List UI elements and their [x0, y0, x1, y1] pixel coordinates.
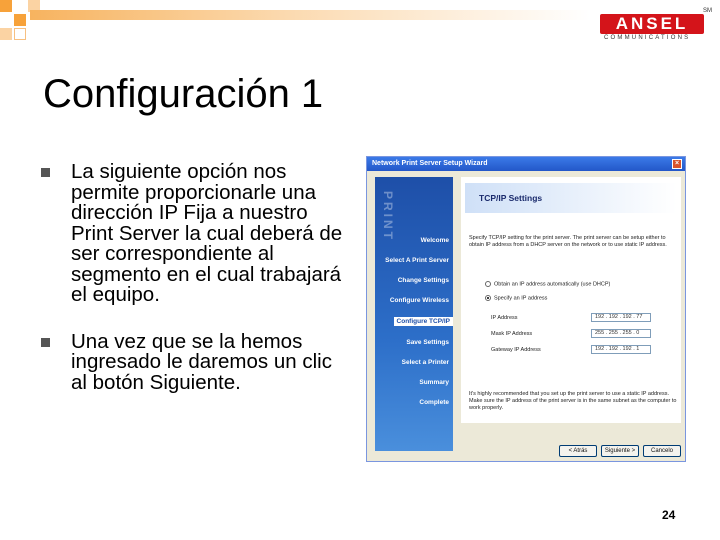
sidebar-watermark: PRINT	[381, 191, 395, 242]
bullet-item	[40, 329, 350, 394]
wizard-title: Network Print Server Setup Wizard	[372, 160, 488, 167]
bullet-text: La siguiente opción nos permite proporcionarle una dirección IP Fija a nuestro Print Server la cual deberá de ser correspondiente al segmento en el cual trabajará el equipo.	[71, 160, 343, 306]
back-button[interactable]: < Atrás	[559, 445, 597, 457]
gateway-label: Gateway IP Address	[491, 347, 541, 353]
radio-static-ip[interactable]	[485, 295, 547, 301]
bullet-square-icon	[41, 338, 50, 347]
recommendation-note: It's highly recommended that you set up the print server to use a static IP address. Make sure the IP address of the print server is in the same subnet as the computer to work properly.	[469, 391, 677, 411]
step-select-print-server: Select A Print Server	[385, 257, 449, 264]
intro-text: Specify TCP/IP setting for the print server. The print server can be setup either to obtain IP address from a DHCP server on the network or to use static IP address.	[469, 235, 667, 248]
logo-service-mark: SM	[703, 8, 712, 14]
step-select-printer: Select a Printer	[401, 359, 449, 366]
radio-dhcp-label: Obtain an IP address automatically (use DHCP)	[494, 281, 611, 288]
mask-input[interactable]: 255 . 255 . 255 . 0	[591, 329, 651, 338]
ansel-logo	[600, 8, 712, 44]
ip-address-input[interactable]: 192 . 192 . 192 . 77	[591, 313, 651, 322]
bullet-item	[40, 162, 350, 306]
wizard-steps-sidebar	[375, 177, 453, 451]
ip-address-row	[491, 314, 643, 321]
cancel-button[interactable]: Cancelo	[643, 445, 681, 457]
header-gradient-bar	[30, 10, 590, 20]
next-button[interactable]: Siguiente >	[601, 445, 639, 457]
step-configure-wireless: Configure Wireless	[389, 297, 449, 304]
step-configure-tcpip: Configure TCP/IP	[394, 317, 453, 326]
page-number: 24	[662, 508, 676, 522]
ip-address-label: IP Address	[491, 315, 518, 321]
wizard-title-bar	[367, 157, 685, 171]
bullet-list	[40, 162, 350, 419]
radio-static-label: Specify an IP address	[494, 295, 548, 302]
step-change-settings: Change Settings	[397, 277, 449, 284]
logo-subtitle: COMMUNICATIONS	[604, 35, 691, 41]
radio-dhcp[interactable]	[485, 281, 610, 287]
logo-brand: ANSEL	[600, 14, 704, 34]
bullet-square-icon	[41, 168, 50, 177]
step-complete: Complete	[419, 399, 449, 406]
wizard-content-panel	[461, 177, 681, 423]
gateway-input[interactable]: 192 . 192 . 192 . 1	[591, 345, 651, 354]
slide-title: Configuración 1	[43, 72, 324, 116]
step-save-settings: Save Settings	[406, 339, 449, 346]
step-welcome: Welcome	[420, 237, 449, 244]
gateway-row	[491, 346, 640, 353]
bullet-text: Una vez que se la hemos ingresado le daremos un clic al botón Siguiente.	[71, 329, 332, 394]
mask-row	[491, 330, 640, 337]
mask-label: Mask IP Address	[491, 331, 533, 337]
panel-header	[465, 183, 677, 213]
step-summary: Summary	[419, 379, 449, 386]
corner-decoration	[0, 0, 60, 44]
radio-button-icon[interactable]	[485, 281, 491, 287]
setup-wizard-window	[366, 156, 686, 462]
close-icon[interactable]: ×	[672, 159, 682, 169]
radio-button-selected-icon[interactable]	[485, 295, 491, 301]
panel-title: TCP/IP Settings	[479, 193, 543, 203]
